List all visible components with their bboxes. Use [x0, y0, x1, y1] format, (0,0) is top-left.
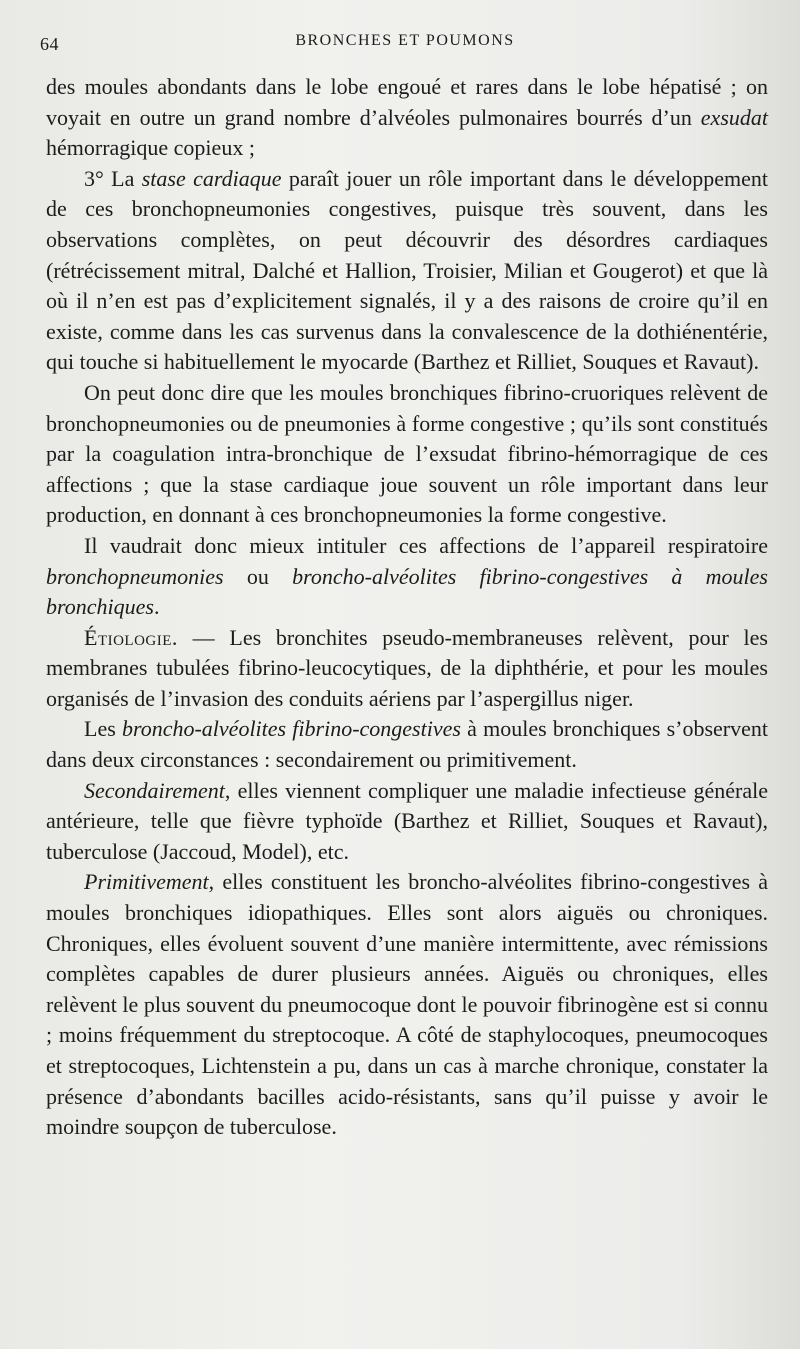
text-run: — Les bronchites pseudo-membraneuses relèvent, pour les membranes tubulées fibrino-leucocytiques, de la diphthérie, et pour les moules organisés de l’invasion des conduits aériens par l’aspergillus niger. — [46, 624, 768, 711]
paragraph-intitulation — [46, 531, 768, 623]
paragraph-stase-cardiaque — [46, 164, 768, 378]
text-run: à moules bronchiques s’observent dans deux circonstances : secondairement ou primitivement. — [46, 716, 769, 773]
running-header — [40, 32, 770, 58]
paragraph-secondairement — [46, 776, 768, 868]
text-run: , elles constituent les broncho-alvéolites fibrino-congestives à moules bronchiques idiopathiques. Elles sont alors aiguës ou chroniques. Chroniques, elles évoluent souvent d’une manière intermittente, avec rémissions complètes capables de durer plusieurs années. Aiguës ou chroniques, elles relèvent le plus souvent du pneumocoque dont le pouvoir fibrinogène est si connu ; moins fréquemment du streptocoque. A côté de staphylocoques, pneumocoques et streptocoques, Lichtenstein a pu, dans un cas à marche chronique, constater la présence d’abondants bacilles acido-résistants, sans qu’il puisse y avoir le moindre soupçon de tuberculose. — [46, 869, 768, 1140]
italic-term: stase cardiaque — [141, 165, 282, 191]
italic-term: broncho-alvéolites fibrino-congestives à moules bronchiques — [46, 563, 768, 620]
text-run: , elles viennent compliquer une maladie infectieuse générale antérieure, telle que fièvre typhoïde (Barthez et Rilliet, Souques et Ravaut), tuberculose (Jaccoud, Model), etc. — [46, 777, 768, 864]
italic-term: broncho-alvéolites fibrino-congestives — [121, 716, 461, 742]
page-number: 64 — [40, 34, 59, 54]
text-run: 3° La — [84, 165, 142, 191]
italic-term: bronchopneumonies — [46, 563, 224, 589]
italic-term: Primitivement — [84, 869, 209, 895]
text-run: Les — [84, 716, 122, 742]
text-run: des moules abondants dans le lobe engoué et rares dans le lobe hépatisé ; on voyait en outre un grand nombre d’alvéoles pulmonaires bourrés d’un — [46, 74, 768, 130]
text-run: . — [153, 594, 160, 620]
paragraph-primitivement — [46, 867, 768, 1142]
section-heading: Étiologie. — [84, 624, 178, 650]
text-run: paraît jouer un rôle important dans le développement de ces bronchopneumonies congestives, puisque très souvent, dans les observations complètes, on peut découvrir des désordres cardiaques (rétrécissement mitral, Dalché et Hallion, Troisier, Milian et Gougerot) et que là où il n’en est pas d’explicitement signalés, il y a des raisons de croire qu’il en existe, comme dans les cas survenus dans la convalescence de la dothiénentérie, qui touche si habituellement le myocarde (Barthez et Rilliet, Souques et Ravaut). — [46, 165, 768, 375]
text-run: Il vaudrait donc mieux intituler ces affections de l’appareil respiratoire — [84, 532, 768, 558]
paragraph-etiologie — [46, 623, 768, 715]
italic-term: Secondairement — [84, 777, 225, 803]
body-text — [46, 72, 768, 1143]
text-run: hémorragique copieux ; — [46, 135, 255, 161]
text-run: ou — [223, 563, 293, 589]
paragraph-circonstances — [46, 714, 768, 775]
italic-term: exsudat — [700, 104, 768, 130]
paragraph-continued — [46, 72, 768, 164]
running-title: BRONCHES ET POUMONS — [295, 32, 515, 49]
paragraph-conclusion — [46, 378, 768, 531]
text-run: On peut donc dire que les moules bronchiques fibrino-cruoriques relèvent de bronchopneumonies ou de pneumonies à forme congestive ; qu’ils sont constitués par la coagulation intra-bronchique de l’exsudat fibrino-hémorragique de ces affections ; que la stase cardiaque joue souvent un rôle important dans leur production, en donnant à ces bronchopneumonies la forme congestive. — [46, 379, 768, 528]
